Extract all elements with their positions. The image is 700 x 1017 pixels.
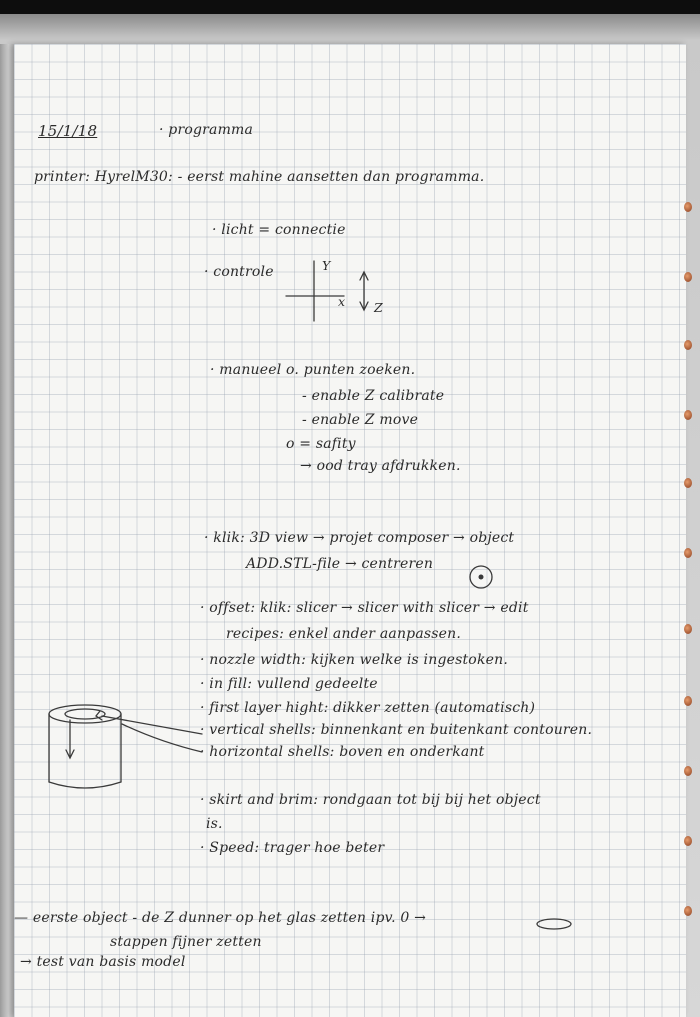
binder-ring <box>684 696 692 706</box>
binder-ring <box>684 766 692 776</box>
note-line-licht: · licht = connectie <box>212 222 346 238</box>
grid-paper-page <box>14 44 686 1017</box>
note-line-stappen: stappen fijner zetten <box>110 934 262 950</box>
axis-label-y: Y <box>322 258 331 273</box>
note-line-infill: · in fill: vullend gedeelte <box>200 676 378 692</box>
binder-ring <box>684 906 692 916</box>
note-line-manueel: · manueel o. punten zoeken. <box>210 362 416 378</box>
note-line-controle: · controle <box>204 264 274 280</box>
note-line-nozzle: · nozzle width: kijken welke is ingestoken. <box>200 652 508 668</box>
binder-ring <box>684 836 692 846</box>
note-line-old-tray: → ood tray afdrukken. <box>300 458 461 474</box>
target-circle-sketch <box>466 562 496 592</box>
note-line-horizontal-shells: · horizontal shells: boven en onderkant <box>200 744 485 760</box>
note-line-first-layer: · first layer hight: dikker zetten (automatisch) <box>200 700 536 716</box>
note-line-recipes: recipes: enkel ander aanpassen. <box>226 626 461 642</box>
notebook-spine <box>0 44 14 1017</box>
binder-ring <box>684 410 692 420</box>
cylinder-sketch <box>40 694 210 804</box>
note-line-test-basis-model: → test van basis model <box>20 954 186 970</box>
binder-ring <box>684 624 692 634</box>
note-title: · programma <box>159 122 254 138</box>
binder-ring <box>684 548 692 558</box>
binder-ring <box>684 202 692 212</box>
note-line-enable-move: - enable Z move <box>302 412 419 428</box>
note-line-vertical-shells: · vertical shells: binnenkant en buitenkant contouren. <box>200 722 593 738</box>
binder-ring <box>684 478 692 488</box>
note-line-offset: · offset: klik: slicer → slicer with slicer → edit <box>200 600 529 616</box>
note-line-skirt-continued: is. <box>206 816 223 832</box>
note-line-skirt: · skirt and brim: rondgaan tot bij bij het object <box>200 792 541 808</box>
note-line-klik: · klik: 3D view → projet composer → object <box>204 530 515 546</box>
note-line-speed: · Speed: trager hoe beter <box>200 840 385 856</box>
note-date: 15/1/18 <box>38 122 98 140</box>
axis-label-x: x <box>338 294 346 309</box>
binder-ring <box>684 272 692 282</box>
note-line-eerste-object: — eerste object - de Z dunner op het glas zetten ipv. 0 → <box>14 910 427 926</box>
note-line-enable-calibrate: - enable Z calibrate <box>302 388 445 404</box>
note-line-safety: o = safity <box>286 436 356 452</box>
note-line-add-stl: ADD.STL-file → centreren <box>246 556 434 572</box>
axis-sketch <box>284 256 384 326</box>
note-line-printer: printer: HyrelM30: - eerst mahine aansetten dan programma. <box>34 169 485 185</box>
binder-ring <box>684 340 692 350</box>
axis-label-z: Z <box>374 300 383 315</box>
ellipse-sketch <box>534 916 574 932</box>
